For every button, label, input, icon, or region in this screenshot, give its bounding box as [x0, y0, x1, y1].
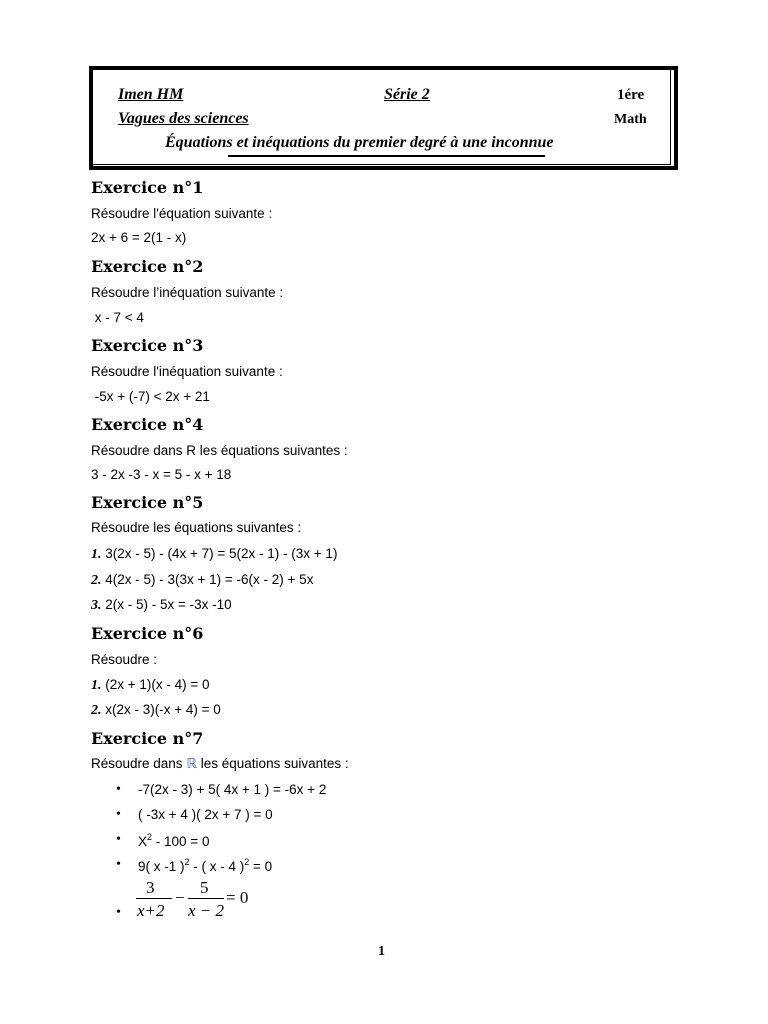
real-numbers-symbol: ℝ — [186, 756, 198, 772]
school-name: Vagues des sciences — [118, 110, 249, 127]
exercise-4-title: Exercice n°4 — [91, 415, 204, 434]
bullet-dot: • — [116, 905, 121, 920]
item-text: - ( x - 4 ) — [189, 859, 245, 874]
page-number: 1 — [378, 944, 385, 959]
exercise-2-inequation: x - 7 < 4 — [91, 310, 144, 325]
item-number: 2. — [91, 573, 102, 588]
exercise-7-item-4 — [138, 857, 272, 874]
item-number: 1. — [91, 547, 102, 562]
exercise-1-equation: 2x + 6 = 2(1 - x) — [91, 230, 187, 245]
variable-x: X — [138, 834, 148, 849]
item-text: 3(2x - 5) - (4x + 7) = 5(2x - 1) - (3x + 1) — [101, 546, 338, 561]
series-label: Série 2 — [384, 86, 430, 103]
fraction-2-denominator: x − 2 — [188, 901, 225, 920]
item-text: 2(x - 5) - 5x = -3x -10 — [101, 597, 232, 612]
exercise-7-item-2: ( -3x + 4 )( 2x + 7 ) = 0 — [138, 807, 273, 822]
bullet-dot: • — [116, 857, 121, 872]
exercise-1-title: Exercice n°1 — [91, 178, 204, 197]
item-number: 3. — [91, 598, 102, 613]
exercise-4-instruction: Résoudre dans R les équations suivantes : — [91, 443, 348, 458]
exercise-5-item-1 — [91, 546, 337, 563]
item-text: = 0 — [249, 859, 273, 874]
fraction-1-denominator: x+2 — [137, 901, 165, 920]
subject-label: Math — [614, 112, 647, 127]
exercise-7-instruction — [91, 756, 349, 772]
exercise-3-inequation: -5x + (-7) < 2x + 21 — [91, 389, 210, 404]
fraction-operator: − — [175, 888, 185, 907]
exercise-7-item-1: -7(2x - 3) + 5( 4x + 1 ) = -6x + 2 — [138, 782, 327, 797]
fraction-1-bar — [136, 898, 172, 899]
exercise-6-item-1 — [91, 677, 210, 694]
exercise-7-item-3 — [138, 832, 209, 849]
item-number: 1. — [91, 678, 102, 693]
exercise-6-title: Exercice n°6 — [91, 624, 204, 643]
item-text: 9( x -1 ) — [138, 859, 185, 874]
exercise-4-equation: 3 - 2x -3 - x = 5 - x + 18 — [91, 467, 232, 482]
exponent: 2 — [244, 857, 250, 867]
exercise-3-title: Exercice n°3 — [91, 336, 204, 355]
exercise-5-item-3 — [91, 597, 232, 614]
exercise-5-instruction: Résoudre les équations suivantes : — [91, 520, 302, 535]
author-name: Imen HM — [118, 86, 184, 103]
exercise-2-title: Exercice n°2 — [91, 257, 204, 276]
fraction-rhs: = 0 — [226, 888, 249, 907]
fraction-1-numerator: 3 — [146, 878, 155, 897]
exercise-5-title: Exercice n°5 — [91, 493, 204, 512]
bullet-dot: • — [116, 782, 121, 797]
bullet-dot: • — [116, 807, 121, 822]
item-number: 2. — [91, 703, 102, 718]
title-underline — [228, 155, 545, 157]
exercise-5-item-2 — [91, 572, 313, 589]
exercise-6-instruction: Résoudre : — [91, 652, 158, 667]
item-text: (2x + 1)(x - 4) = 0 — [101, 677, 210, 692]
fraction-2-numerator: 5 — [200, 878, 209, 897]
fraction-2-bar — [188, 898, 224, 899]
instruction-text: Résoudre dans — [91, 756, 187, 771]
document-title: Équations et inéquations du premier degré à une inconnue — [165, 134, 554, 151]
exercise-3-instruction: Résoudre l'inéquation suivante : — [91, 364, 283, 379]
exercise-2-instruction: Résoudre l’inéquation suivante : — [91, 285, 284, 300]
exponent: 2 — [184, 857, 190, 867]
exercise-6-item-2 — [91, 702, 221, 719]
item-text: 4(2x - 5) - 3(3x + 1) = -6(x - 2) + 5x — [101, 572, 314, 587]
item-text: x(2x - 3)(-x + 4) = 0 — [101, 702, 221, 717]
exponent: 2 — [147, 832, 153, 842]
exercise-7-title: Exercice n°7 — [91, 729, 204, 748]
instruction-text: les équations suivantes : — [197, 756, 349, 771]
level-label: 1ére — [617, 87, 645, 103]
bullet-dot: • — [116, 832, 121, 847]
exercise-1-instruction: Résoudre l'équation suivante : — [91, 206, 273, 221]
item-text: - 100 = 0 — [152, 834, 210, 849]
